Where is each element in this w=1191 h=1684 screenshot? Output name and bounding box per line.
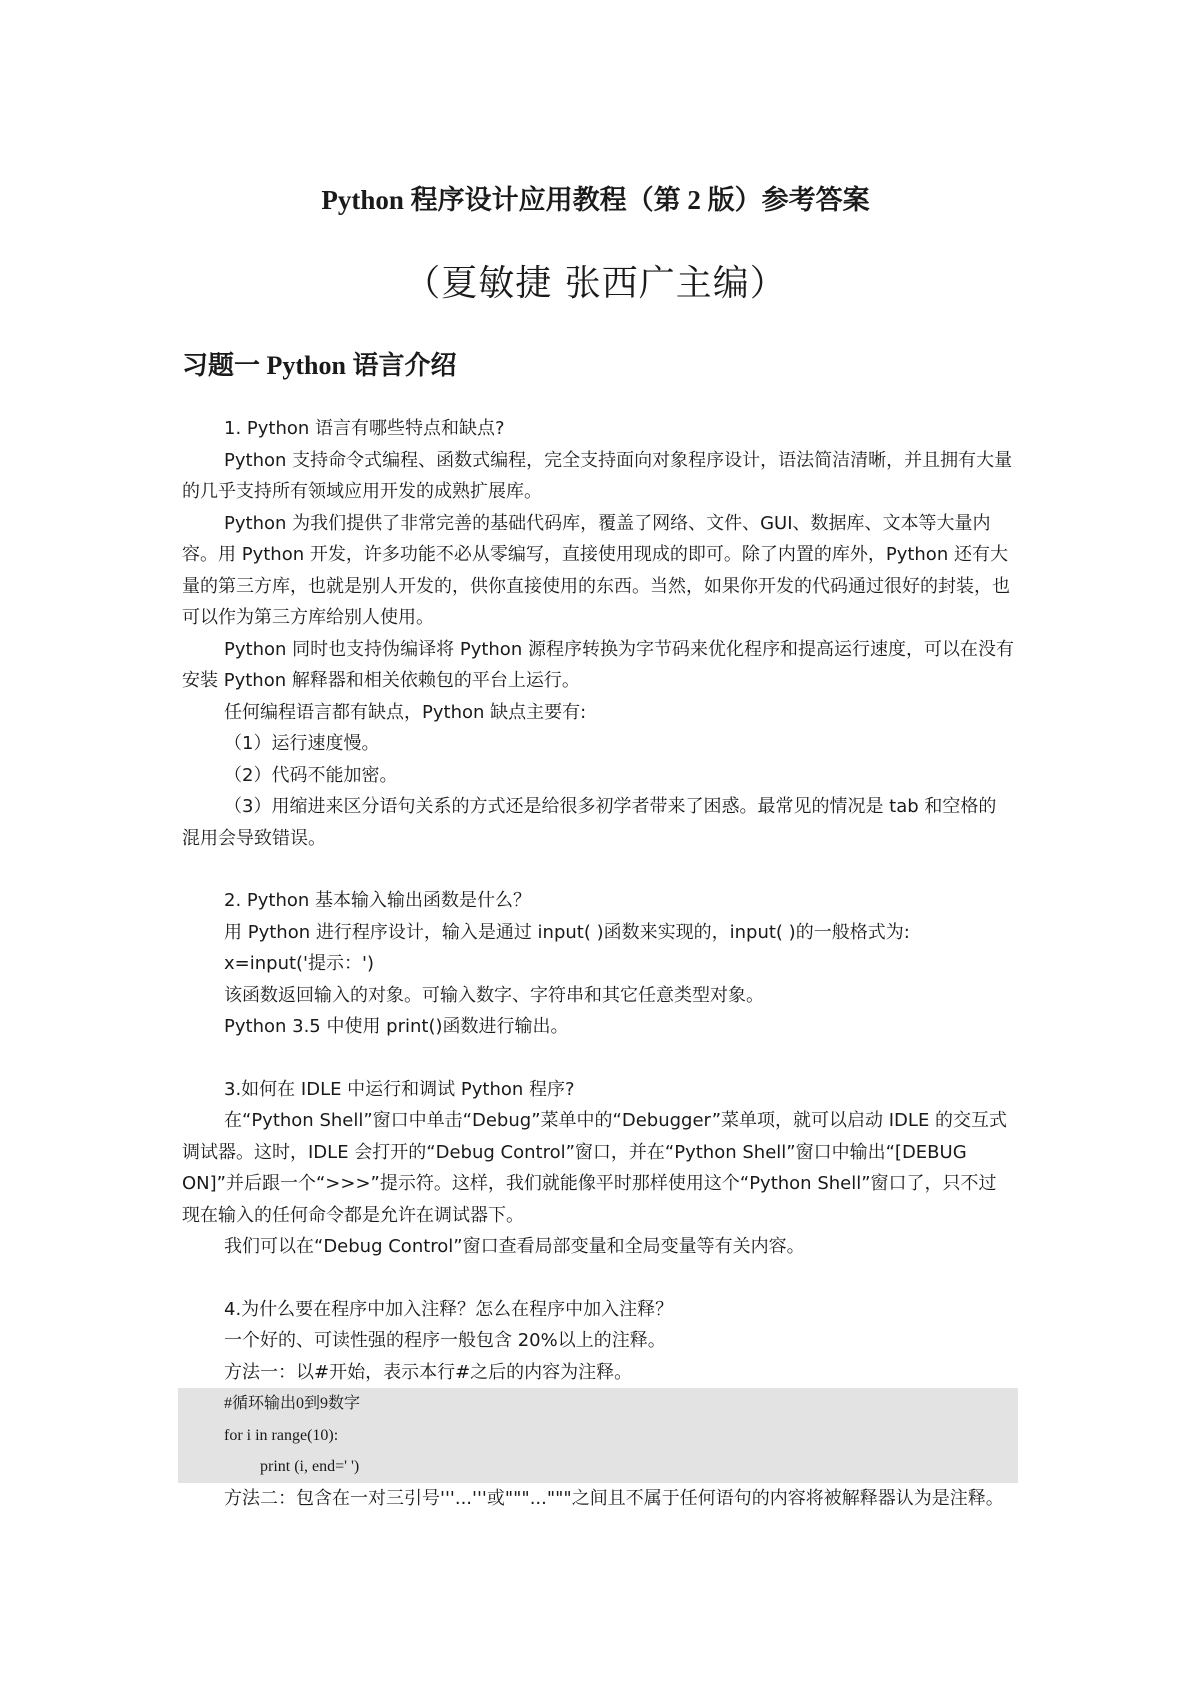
question-3: 3.如何在 IDLE 中运行和调试 Python 程序?: [224, 1078, 575, 1100]
paragraph: 方法二：包含在一对三引号'''...'''或"""..."""之间且不属于任何语句的内容将被解释器认为是注释。: [224, 1487, 1004, 1509]
document-subtitle: （夏敏捷 张西广主编）: [404, 263, 787, 304]
paragraph: 在“Python Shell”窗口中单击“Debug”菜单中的“Debugger”菜单项，就可以启动 IDLE 的交互式调试器。这时，IDLE 会打开的“Debug Control”窗口，并在“Python Shell”窗口中输出“[DEBUG ON]”并后跟一个“>>>”提示符。这样，我们就能像平时那样使用这个“Python Shell”窗口了，只不过现在输入的任何命令都是允许在调试器下。: [182, 1110, 1008, 1226]
question-2: 2. Python 基本输入输出函数是什么？: [224, 890, 532, 911]
paragraph: 任何编程语言都有缺点，Python 缺点主要有:: [224, 701, 587, 723]
paragraph: 用 Python 进行程序设计，输入是通过 input( )函数来实现的，input( )的一般格式为:: [224, 921, 910, 943]
paragraph: 我们可以在“Debug Control”窗口查看局部变量和全局变量等有关内容。: [224, 1236, 805, 1257]
question-4: 4.为什么要在程序中加入注释？怎么在程序中加入注释？: [224, 1298, 674, 1320]
question-1: 1. Python 语言有哪些特点和缺点?: [224, 418, 505, 439]
code-line: x=input('提示：'): [224, 953, 374, 974]
paragraph: Python 同时也支持伪编译将 Python 源程序转换为字节码来优化程序和提高运行速度，可以在没有安装 Python 解释器和相关依赖包的平台上运行。: [182, 638, 1014, 691]
code-line: for i in range(10):: [224, 1426, 339, 1444]
list-item: （3）用缩进来区分语句关系的方式还是给很多初学者带来了困惑。最常见的情况是 tab 和空格的混用会导致错误。: [182, 796, 997, 849]
code-line: #循环输出0到9数字: [224, 1395, 361, 1412]
code-block: [178, 1388, 1018, 1483]
paragraph: 一个好的、可读性强的程序一般包含 20%以上的注释。: [224, 1330, 666, 1351]
list-item: （1）运行速度慢。: [224, 733, 380, 754]
document-title: Python 程序设计应用教程（第 2 版）参考答案: [321, 185, 870, 215]
document-body: [182, 413, 1014, 1514]
paragraph: 方法一：以#开始，表示本行#之后的内容为注释。: [224, 1361, 633, 1383]
chapter-heading: 习题一 Python 语言介绍: [182, 351, 457, 380]
paragraph: Python 3.5 中使用 print()函数进行输出。: [224, 1016, 569, 1037]
paragraph: Python 为我们提供了非常完善的基础代码库，覆盖了网络、文件、GUI、数据库、文本等大量内容。用 Python 开发，许多功能不必从零编写，直接使用现成的即可。除了内置的库外，Python 还有大量的第三方库，也就是别人开发的，供你直接使用的东西。当然，如果你开发的代码通过很好的封装，也可以作为第三方库给别人使用。: [182, 512, 1010, 628]
paragraph: 该函数返回输入的对象。可输入数字、字符串和其它任意类型对象。: [224, 984, 764, 1006]
list-item: （2）代码不能加密。: [224, 764, 398, 786]
paragraph: Python 支持命令式编程、函数式编程，完全支持面向对象程序设计，语法简洁清晰，并且拥有大量的几乎支持所有领域应用开发的成熟扩展库。: [182, 449, 1013, 502]
code-line: print (i, end=' '): [260, 1458, 360, 1475]
